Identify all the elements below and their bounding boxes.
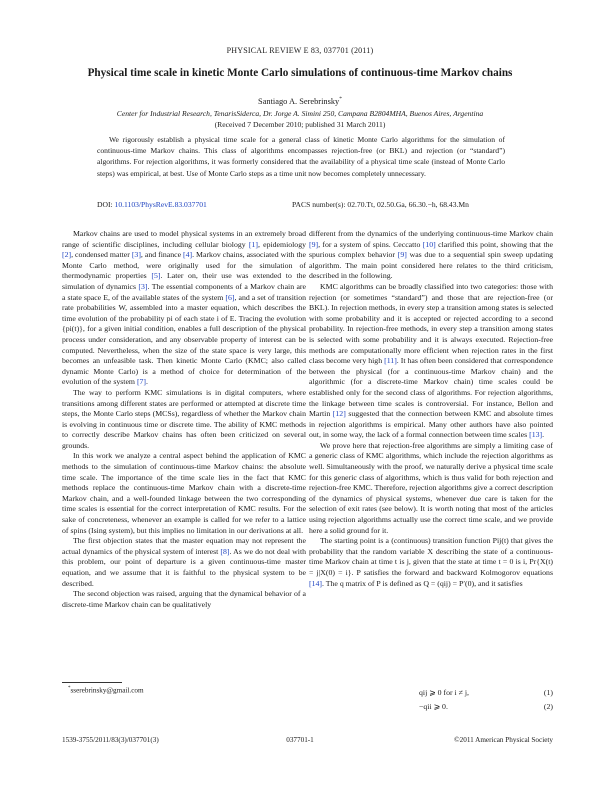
paragraph: The way to perform KMC simulations is in digital computers, where transitions among different states are performed or attempted at discrete time steps, the Monte Carlo steps (MCSs), regardless of whether the Markov chain is evolving in continuous time or discrete time. The ability of KMC methods to correctly describe Markov chains has often been criticized on several grounds. [62,387,306,450]
equation-1 [309,688,553,700]
author-footnote-mark[interactable]: * [339,96,342,102]
paragraph: KMC algorithms can be broadly classified into two categories: those with rejection (or sometimes “standard”) and those that are rejection-free (or BKL). In rejection methods, in every step a transition among states is selected with some probability and it is accepted or rejected according to a second probability. In rejection-free methods, in every step a transition among states is selected with some probability and it is always executed. Rejection-free methods are computationally more efficient when rejection rates in the first class become very high [11]. It has often been considered that correspondence between the physical (for a continuous-time Markov chain) and the algorithmic (for a discrete-time Markov chain) time scales could be established only for the second class of algorithms. For rejection algorithms, the linkage between time scales is controversial. For instance, Bellon and Martin [12] suggested that the connection between KMC and absolute times in rejection algorithms is empirical. Many other authors have also pointed out, in some way, the lack of a formal connection between time scales [13]. [309,281,553,440]
paper-title: Physical time scale in kinetic Monte Carlo simulations of continuous-time Markov chains [87,67,513,79]
paragraph: The second objection was raised, arguing that the dynamical behavior of a discrete-time Markov chain can be qualitatively [62,589,306,609]
citation-link[interactable]: [9] [397,250,407,260]
author-name: Santiago A. Serebrinsky [258,96,340,106]
doi-link[interactable]: 10.1103/PhysRevE.83.037701 [114,200,207,209]
citation-link[interactable]: [6] [225,292,235,302]
abstract: We rigorously establish a physical time scale for a general class of kinetic Monte Carlo algorithms for the simulation of continuous-time Markov chains. This class of algorithms encompasses rejection-free (or BKL) and rejection (or “standard”) algorithms. For rejection algorithms, it was formerly considered that the availability of a physical time scale (instead of Monte Carlo steps) was empirical, at best. Use of Monte Carlo steps as a time unit now becomes completely unnecessary. [97,135,505,178]
citation-link[interactable]: [12] [332,409,346,419]
paragraph: The first objection states that the master equation may not represent the actual dynamics of the physical system of interest [8]. As we do not deal with this problem, our point of departure is a given continuous-time master equation, and we assume that it is faithful to the physical system to be described. [62,536,306,588]
footer-copyright: ©2011 American Physical Society [454,736,553,744]
citation-link[interactable]: [14] [309,578,322,588]
citation-link[interactable]: [1] [248,239,258,249]
author-footnote [68,686,144,694]
right-column [309,229,553,699]
paragraph: Markov chains are used to model physical systems in an extremely broad range of scientific disciplines, including cellular biology [1], epidemiology [2], condensed matter [3], and finance [4]. Markov chains, associated with the Monte Carlo method, were originally used for the simulation of thermodynamic properties [5]. Later on, their use was extended to the simulation of dynamics [3]. The essential components of a Markov chain are a state space E, of the available states of the system [6], and a set of transition rate probabilities W, assembled into a master equation, which describes the time evolution of the probability pi of each state i of E. Tracing the evolution {pi(t)}, for a given initial condition, enables a full description of the physical process under consideration, and any observable property of interest can be computed. Nevertheless, when the size of the state space is very large, this becomes an unfeasible task. Then kinetic Monte Carlo (KMC; also called dynamic Monte Carlo) is a method of choice for determination of the evolution of the system [7]. [62,229,306,387]
citation-link[interactable]: [7] [136,377,147,387]
paragraph: The starting point is a (continuous) transition function Pij(t) that gives the probability that the random variable X describing the state of a continuous-time Markov chain at time t is j, given that the state at time t = 0 is i, Pr{X(t) = j|X(0) = i}. P satisfies the forward and backward Kolmogorov equations [14]. The q matrix of P is defined as Q = (qij) = P′(0), and it satisfies [309,536,553,588]
footnote-divider [62,682,122,683]
paragraph: different from the dynamics of the underlying continuous-time Markov chain [9], for a system of spins. Ceccatto [10] clarified this point, showing that the spurious complex behavior [9] was due to a sequential spin sweep updating algorithm. The main point considered here relates to the third criticism, described in the following. [309,229,553,281]
citation-link[interactable]: [5] [151,271,161,281]
citation-link[interactable]: [11] [384,356,397,366]
footnote-mark: * [68,686,71,691]
received-dates: (Received 7 December 2010; published 31 March 2011) [214,120,386,129]
citation-link[interactable]: [3] [131,250,141,260]
footer-issn: 1539-3755/2011/83(3)/037701(3) [62,736,159,744]
citation-link[interactable]: [13] [529,430,543,440]
doi-line [97,200,207,209]
citation-link[interactable]: [2] [62,250,72,260]
citation-link[interactable]: [8] [220,546,230,556]
equation-number: (1) [543,688,553,697]
equation-2 [309,702,553,714]
citation-link[interactable]: [10] [422,239,436,249]
journal-header: PHYSICAL REVIEW E 83, 037701 (2011) [226,46,374,55]
equation-expression: qij ⩾ 0 for i ≠ j, [419,688,470,697]
left-column [62,229,306,671]
equation-number: (2) [543,702,553,711]
affiliation: Center for Industrial Research, TenarisSiderca, Dr. Jorge A. Simini 250, Campana B2804MHA, Buenos Aires, Argentina [116,109,484,118]
doi-label: DOI: [97,200,113,209]
equation-expression: −qii ⩾ 0. [419,702,448,711]
citation-link[interactable]: [9] [309,239,319,249]
paragraph: We prove here that rejection-free algorithms are simply a limiting case of a generic class of KMC algorithms, which include the rejection algorithms as well. Simultaneously with the proof, we naturally derive a physical time scale for this generic class of algorithms, which is thus valid for both rejection and rejection-free KMC. Therefore, rejection algorithms give a correct description of the dynamics of physical systems, whenever due care is taken for the selection of exit rates (see below). It is worth noting that most of the articles using rejection algorithms actually use the correct time scale, and we provide here a solid ground for it. [309,440,553,535]
author-line [0,96,600,106]
pacs-numbers: PACS number(s): 02.70.Tt, 02.50.Ga, 66.30.−h, 68.43.Mn [292,200,469,209]
footer-page-number: 037701-1 [286,736,314,744]
citation-link[interactable]: [4] [183,250,193,260]
citation-link[interactable]: [3] [138,281,148,291]
author-email[interactable]: sserebrinsky@gmail.com [70,686,144,695]
paragraph: In this work we analyze a central aspect behind the application of KMC methods to the simulation of continuous-time Markov chains: the absolute time scale. The importance of the time scale lies in the fact that KMC methods replace the continuous-time Markov chain with a discrete-time Markov chain, and a well-founded linkage between the two corresponding time scales is essential for the correct interpretation of KMC results. For the sake of concreteness, whenever an example is called for we refer to a lattice of spins (Ising system), but this implies no limitation in our derivations at all. [62,451,306,535]
